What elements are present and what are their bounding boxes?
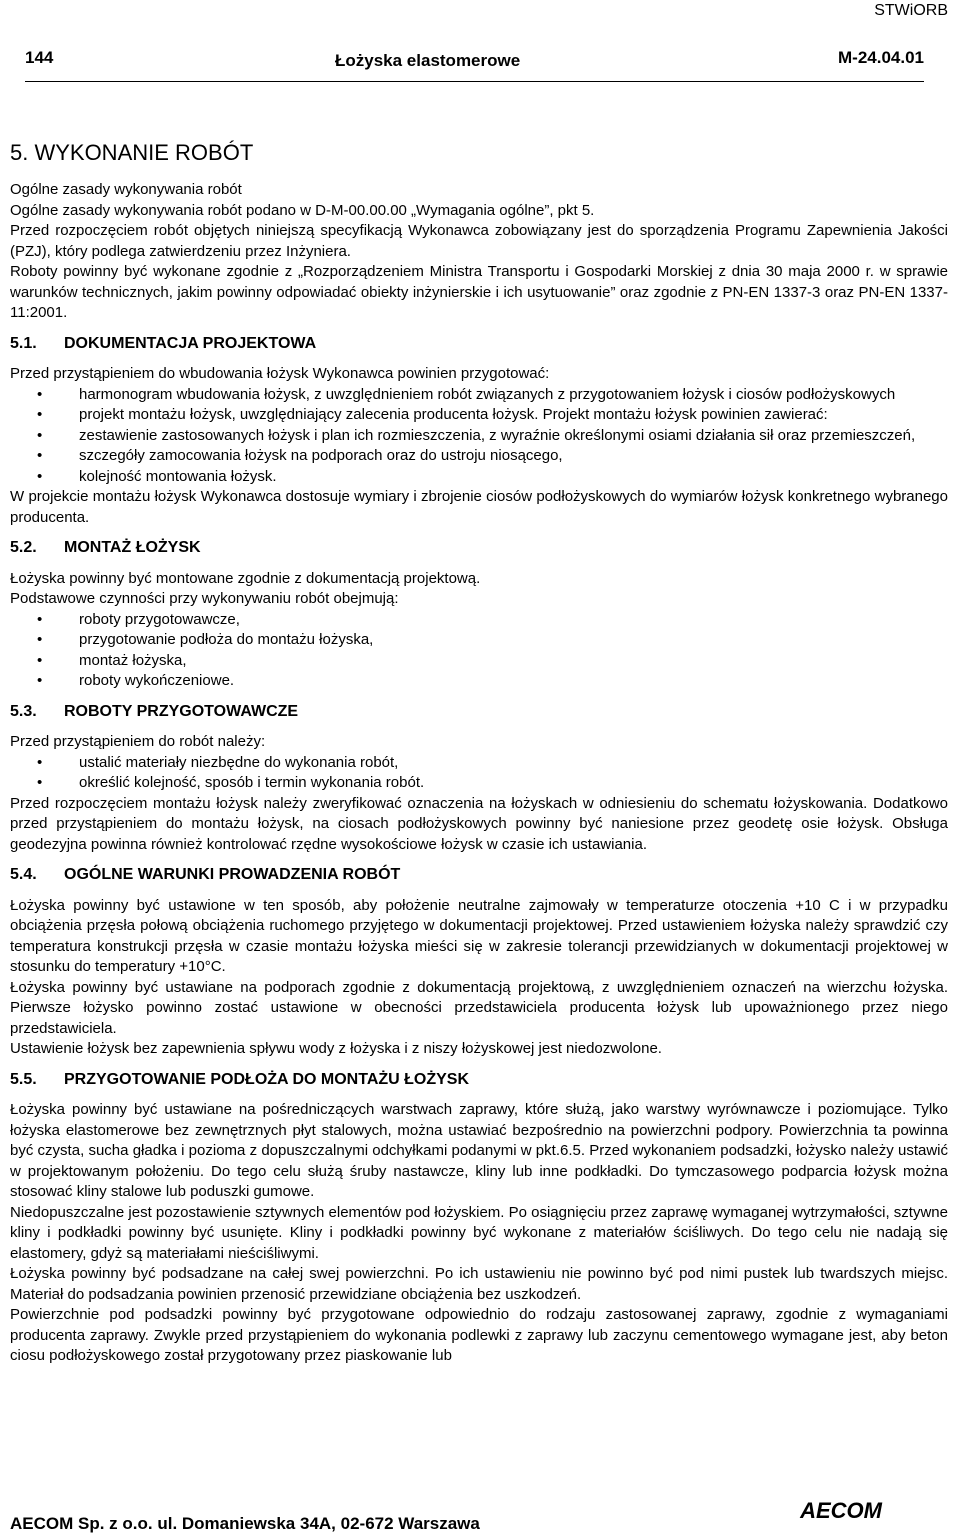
paragraph: Łożyska powinny być podsadzane na całej swej powierzchni. Po ich ustawieniu nie powinno być pod nimi pustek lub twardszych miejsc. Materiał do podsadzania powinien przenosić przewidziane obciążenia bez uszkodzeń.	[10, 1265, 948, 1303]
paragraph: Przed przystąpieniem do wbudowania łożysk Wykonawca powinien przygotować:	[10, 365, 550, 382]
section-5-2-heading	[10, 538, 948, 559]
paragraph: Łożyska powinny być ustawiane na pośredniczących warstwach zaprawy, które służą, jako warstwy wyrównawcze i poziomujące. Tylko łożyska elastomerowe bez zewnętrznych płyt stalowych, można ustawiać bezpośrednio na powierzchni podpory. Powierzchnia ta powinna być czysta, sucha gładka i pozioma z dopuszczalnymi odchyłkami podanymi w pkt.6.5. Przed wykonaniem podsadzki, łożysko należy ustawić w projektowanym położeniu. Do tego celu służą śruby nastawcze, kliny lub inne podkładki. Do tymczasowego podparcia łożysk można stosować kliny stalowe lub poduszki gumowe.	[10, 1101, 948, 1200]
section-5-1-heading	[10, 334, 948, 355]
section-title: OGÓLNE WARUNKI PROWADZENIA ROBÓT	[64, 866, 401, 883]
document-code: M-24.04.01	[838, 48, 924, 67]
paragraph: W projekcie montażu łożysk Wykonawca dostosuje wymiary i zbrojenie ciosów podłożyskowych do wymiarów łożysk konkretnego wybranego producenta.	[10, 488, 948, 526]
list-item: • szczegóły zamocowania łożysk na podporach oraz do ustroju niosącego,	[10, 446, 948, 467]
section-number: 5.4.	[10, 866, 37, 883]
document-body	[10, 140, 948, 1367]
bullet-list	[10, 753, 948, 794]
section-number: 5.5.	[10, 1070, 37, 1088]
list-item: • przygotowanie podłoża do montażu łożyska,	[10, 630, 948, 651]
header-brand: STWiORB	[874, 2, 948, 19]
document-title: Łożyska elastomerowe	[335, 51, 521, 70]
paragraph: Ogólne zasady wykonywania robót podano w D-M-00.00.00 „Wymagania ogólne”, pkt 5.	[10, 201, 595, 219]
list-item: • określić kolejność, sposób i termin wykonania robót.	[10, 773, 948, 794]
paragraph: Łożyska powinny być ustawiane na podporach zgodnie z dokumentacją projektową, z uwzględnieniem oznaczeń na wierzchu łożyska. Pierwsze łożysko powinno zostać ustawione w obecności przedstawiciela producenta łożysk lub upoważnionego przez niego przedstawiciela.	[10, 978, 948, 1037]
list-item: • zestawienie zastosowanych łożysk i plan ich rozmieszczenia, z wyraźnie określonymi osiami działania sił oraz przemieszczeń,	[10, 426, 948, 447]
list-item: • roboty przygotowawcze,	[10, 610, 948, 631]
list-item: • montaż łożyska,	[10, 651, 948, 672]
list-item: • roboty wykończeniowe.	[10, 671, 948, 692]
section-number: 5.2.	[10, 539, 37, 556]
section-5-3-heading	[10, 702, 948, 723]
section-title: MONTAŻ ŁOŻYSK	[64, 539, 201, 556]
paragraph: Przed przystąpieniem do robót należy:	[10, 733, 266, 750]
section-5-4-heading	[10, 865, 948, 886]
bullet-list	[10, 610, 948, 692]
section-title: DOKUMENTACJA PROJEKTOWA	[64, 334, 317, 352]
section-5-heading: 5. WYKONANIE ROBÓT	[10, 140, 254, 165]
list-item: • harmonogram wbudowania łożysk, z uwzględnieniem robót związanych z przygotowaniem łożysk i ciosów podłożyskowych	[10, 385, 948, 406]
paragraph: Łożyska powinny być ustawione w ten sposób, aby położenie neutralne zajmowały w temperaturze otoczenia +10 C i w przypadku obciążenia przęsła połową obciążenia ruchomego przyjętego w dokumentacji projektowej. Przed ustawieniem łożyska należy sprawdzić czy temperatura konstrukcji przęsła w czasie montażu łożyska mieści się w zakresie tolerancji przewidzianych w dokumentacji projektowej w stosunku do temperatury +10°C.	[10, 896, 948, 975]
header-divider	[25, 81, 924, 82]
bullet-list	[10, 385, 948, 488]
paragraph: Roboty powinny być wykonane zgodnie z „Rozporządzeniem Ministra Transportu i Gospodarki Morskiej z dnia 30 maja 2000 r. w sprawie warunków technicznych, jakim powinny odpowiadać obiekty inżynierskie i ich usytuowanie” oraz zgodnie z PN-EN 1337-3 oraz PN-EN 1337-11:2001.	[10, 263, 948, 321]
footer-address: AECOM Sp. z o.o. ul. Domaniewska 34A, 02-672 Warszawa	[10, 1514, 480, 1533]
section-title: PRZYGOTOWANIE PODŁOŻA DO MONTAŻU ŁOŻYSK	[64, 1070, 470, 1088]
section-number: 5.3.	[10, 702, 37, 720]
page-number: 144	[25, 48, 54, 67]
paragraph: Przed rozpoczęciem robót objętych niniejszą specyfikacją Wykonawca zobowiązany jest do sporządzenia Programu Zapewnienia Jakości (PZJ), który podlega zatwierdzeniu przez Inżyniera.	[10, 222, 948, 260]
paragraph: Ustawienie łożysk bez zapewnienia spływu wody z łożyska i z niszy łożyskowej jest niedozwolone.	[10, 1040, 662, 1057]
section-5-5-heading	[10, 1070, 948, 1091]
section-title: ROBOTY PRZYGOTOWAWCZE	[64, 702, 299, 720]
paragraph: Powierzchnie pod podsadzki powinny być przygotowane odpowiednio do rodzaju zastosowanej zaprawy, zgodnie z wymaganiami producenta zaprawy. Zwykle przed przystąpieniem do wykonania podlewki z zaprawy lub zaczynu cementowego wymagane jest, aby beton ciosu podłożyskowego został przygotowany przez piaskowanie lub	[10, 1306, 948, 1364]
section-number: 5.1.	[10, 334, 37, 352]
paragraph: Niedopuszczalne jest pozostawienie sztywnych elementów pod łożyskiem. Po osiągnięciu przez zaprawę wymaganej wytrzymałości, sztywne kliny i podkładki powinny być usunięte. Kliny i podkładki powinny być wykonane z materiałów ściśliwych. Do tego celu nie nadają się elastomery, gdyż są materiałami nieściśliwymi.	[10, 1203, 948, 1262]
list-item: • kolejność montowania łożysk.	[10, 467, 948, 488]
page-header	[25, 42, 924, 78]
paragraph: Podstawowe czynności przy wykonywaniu robót obejmują:	[10, 590, 399, 607]
paragraph: Ogólne zasady wykonywania robót	[10, 181, 242, 198]
paragraph: Przed rozpoczęciem montażu łożysk należy zweryfikować oznaczenia na łożyskach w odniesieniu do schematu łożyskowania. Dodatkowo przed przystąpieniem do montażu łożysk, na ciosach podłożyskowych powinny być naniesione przez geodetę osie łożysk. Obsługa geodezyjna powinna również kontrolować rzędne wysokościowe łożysk w czasie ich ustawiania.	[10, 794, 948, 853]
list-item: • projekt montażu łożysk, uwzględniający zalecenia producenta łożysk. Projekt montażu łożysk powinien zawierać:	[10, 405, 948, 426]
list-item: • ustalić materiały niezbędne do wykonania robót,	[10, 753, 948, 774]
aecom-logo: AECOM	[800, 1498, 882, 1523]
paragraph: Łożyska powinny być montowane zgodnie z dokumentacją projektową.	[10, 569, 481, 587]
